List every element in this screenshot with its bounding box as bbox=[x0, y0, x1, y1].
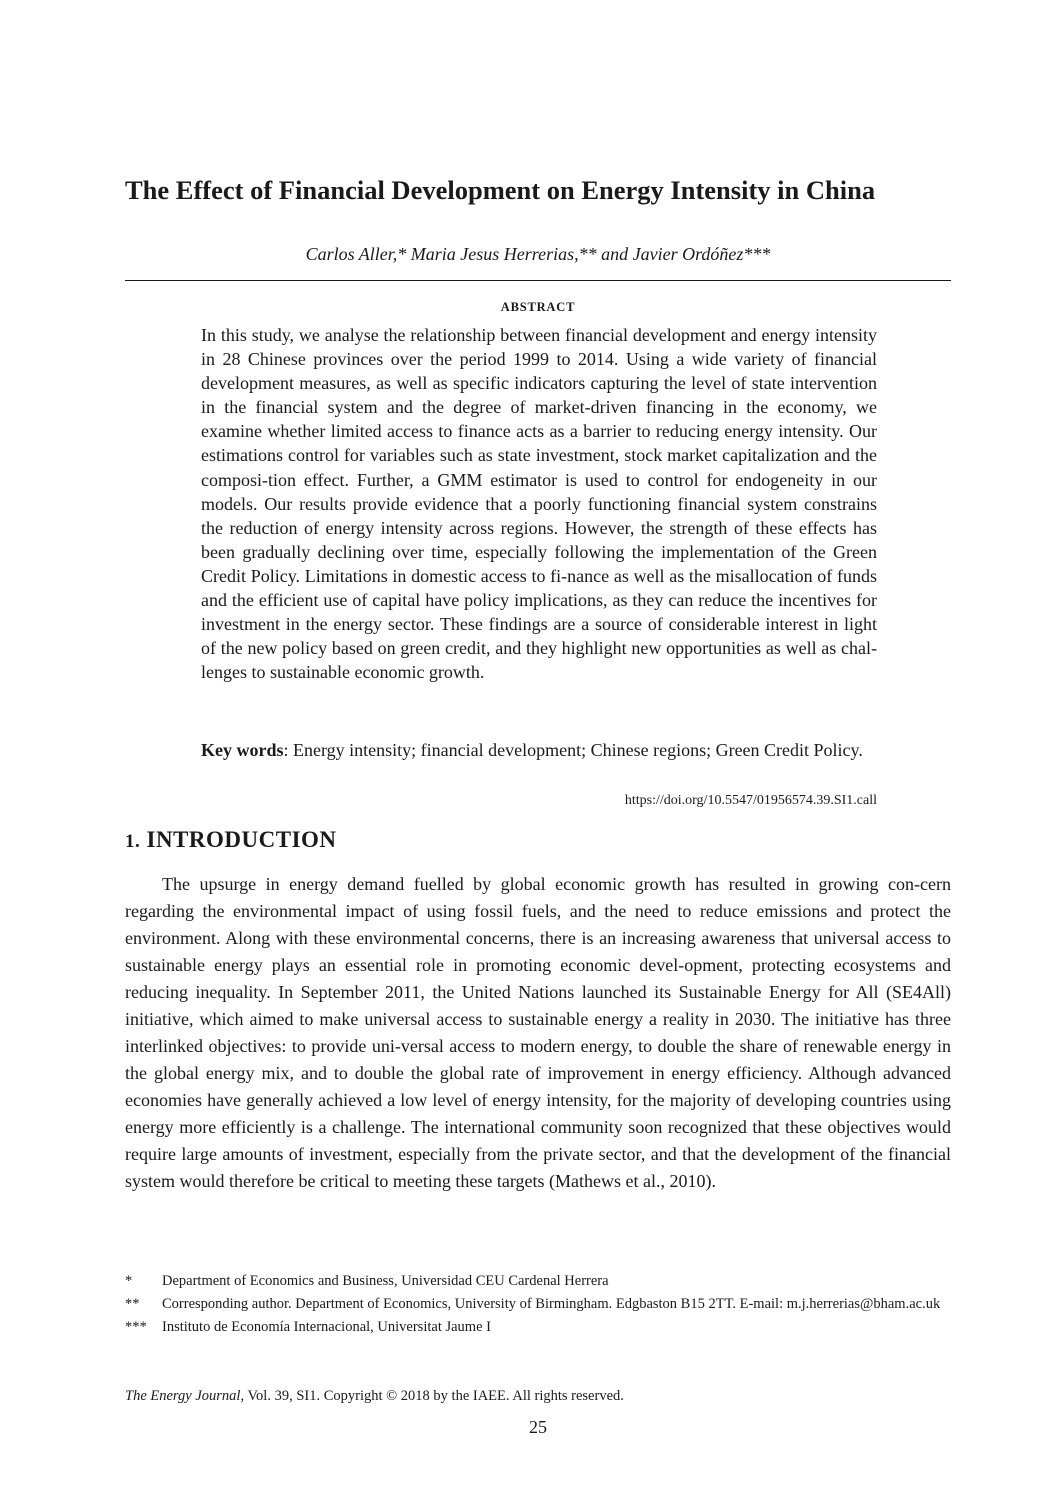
intro-line: (Mathews et al., 2010). bbox=[549, 1171, 716, 1191]
intro-line: and to double the global rate of improvement in energy efficiency. Although advanced economies bbox=[125, 1063, 951, 1110]
abstract-line: constrains the reduction of energy intensity across regions. However, the strength bbox=[201, 493, 878, 538]
intro-line: launched its Sustainable Energy for All (SE4All) initiative, which aimed to make universal access bbox=[125, 982, 951, 1029]
abstract-line: policy based on green credit, and they highlight new opportunities as well as chal- bbox=[282, 638, 877, 659]
intro-line: these objectives would require large amounts of investment, especially from the private sector, and bbox=[125, 1117, 952, 1164]
footnote bbox=[125, 1270, 951, 1293]
footnote-text: Instituto de Economía Internacional, Universitat Jaume I bbox=[162, 1319, 491, 1335]
abstract-line: variables such as state investment, stock market capitalization and the composi- bbox=[201, 445, 878, 490]
abstract-line: sector. These findings are a source of considerable interest in light of the new bbox=[201, 614, 877, 659]
footnotes bbox=[125, 1270, 951, 1339]
abstract-text bbox=[201, 323, 877, 684]
intro-line: to sustainable energy a reality in 2030. The initiative has three interlinked objectives: to provide uni- bbox=[125, 1009, 951, 1056]
intro-line: have generally achieved a low level of energy intensity, for the majority of developing countries bbox=[207, 1090, 907, 1110]
journal-name: The Energy Journal bbox=[125, 1388, 241, 1404]
footnote-text: Department of Economics and Business, Universidad CEU Cardenal Herrera bbox=[162, 1273, 609, 1289]
footnote-mark: * bbox=[125, 1273, 133, 1289]
keywords bbox=[201, 738, 877, 763]
abstract-line: nance as well as the misallocation of funds and the efficient use of capital have bbox=[201, 565, 877, 611]
abstract-line: implementation of the Green Credit Policy. Limitations in domestic access to fi- bbox=[201, 541, 877, 586]
footnote bbox=[125, 1316, 951, 1339]
page-number: 25 bbox=[529, 1417, 547, 1437]
abstract-line: a wide variety of financial development measures, as well as specific indicators bbox=[201, 349, 878, 394]
introduction-paragraph bbox=[125, 871, 951, 1195]
intro-line: The upsurge in energy demand fuelled by global economic growth has resulted in growing con- bbox=[162, 874, 921, 894]
intro-line: using energy more efficiently is a challenge. The international community soon recognized that bbox=[125, 1090, 951, 1137]
paper-title: The Effect of Financial Development on Energy Intensity in China bbox=[125, 175, 876, 205]
author-list: Carlos Aller,* Maria Jesus Herrerias,** and Javier Ordóñez*** bbox=[305, 244, 771, 264]
footnote bbox=[125, 1293, 951, 1316]
abstract-line: tion effect. Further, a GMM estimator is used to control for endogeneity in our bbox=[268, 469, 877, 490]
keywords-label: Key words bbox=[201, 740, 284, 760]
journal-citation bbox=[125, 1385, 951, 1407]
footnote-mark: *** bbox=[125, 1319, 147, 1335]
section-number: 1. bbox=[125, 831, 141, 852]
abstract-line: market-driven financing in the economy, we examine whether limited access to bbox=[201, 397, 878, 442]
footnote-mark: ** bbox=[125, 1296, 140, 1312]
abstract-line: models. Our results provide evidence that a poorly functioning financial system bbox=[201, 493, 798, 514]
intro-line: versal access to modern energy, to double the share of renewable energy in the global energy mix, bbox=[125, 1036, 952, 1083]
intro-line: opment, protecting ecosystems and reducing inequality. In September 2011, the United Nations bbox=[125, 955, 951, 1002]
intro-line: protect the environment. Along with these environmental concerns, there is an increasing awareness bbox=[125, 901, 951, 948]
abstract-line: finance acts as a barrier to reducing energy intensity. Our estimations control for bbox=[201, 421, 877, 466]
intro-line: cern regarding the environmental impact of using fossil fuels, and the need to reduce emissions and bbox=[125, 874, 951, 921]
section-heading bbox=[125, 824, 951, 858]
abstract-line: lenges to sustainable economic growth. bbox=[201, 662, 485, 683]
abstract-line: In this study, we analyse the relationship between financial development and bbox=[201, 325, 757, 345]
footnote-text: Corresponding author. Department of Economics, University of Birmingham. Edgbaston B15 2TT. E-mail: m.j.herrerias@bham.ac.uk bbox=[162, 1296, 941, 1312]
keywords-text: : Energy intensity; financial development; Chinese regions; Green Credit Policy. bbox=[283, 740, 863, 760]
doi-link[interactable]: https://doi.org/10.5547/01956574.39.SI1.call bbox=[624, 793, 877, 808]
abstract-line: energy intensity in 28 Chinese provinces over the period 1999 to 2014. Using bbox=[201, 325, 877, 370]
journal-details: , Vol. 39, SI1. Copyright © 2018 by the IAEE. All rights reserved. bbox=[240, 1388, 624, 1404]
intro-line: that the development of the financial system would therefore be critical to meeting these targets bbox=[125, 1144, 952, 1191]
abstract-line: of these effects has been gradually declining over time, especially following the bbox=[201, 517, 878, 562]
abstract-line: capturing the level of state intervention in the financial system and the degree of bbox=[201, 373, 877, 418]
section-title: INTRODUCTION bbox=[146, 827, 337, 852]
title-divider bbox=[125, 280, 951, 281]
abstract-line: policy implications, as they can reduce the incentives for investment in the energy bbox=[201, 590, 878, 635]
intro-line: that universal access to sustainable energy plays an essential role in promoting economic devel- bbox=[125, 928, 951, 975]
abstract-heading: ABSTRACT bbox=[500, 300, 576, 314]
